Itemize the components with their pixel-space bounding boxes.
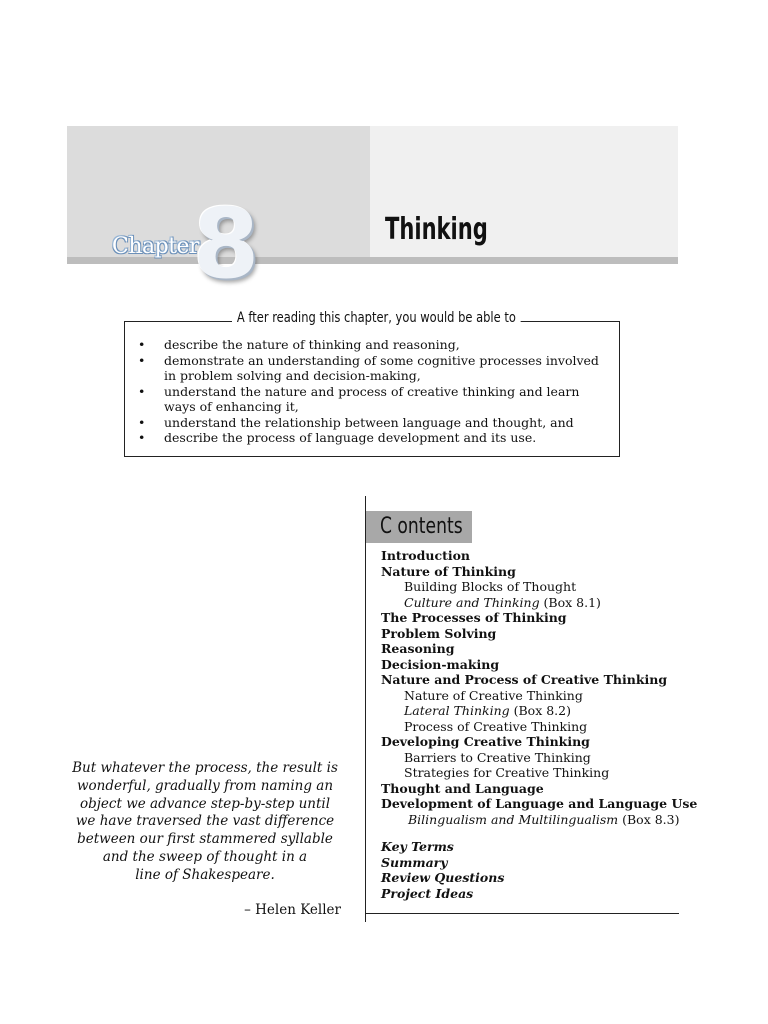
toc-end-item: Summary	[381, 854, 448, 870]
toc-subitem	[381, 812, 681, 828]
toc-subitem	[381, 595, 681, 611]
toc-item: Problem Solving	[381, 625, 497, 641]
toc-end-item: Key Terms	[381, 839, 454, 854]
quote-line: between our first stammered syllable	[77, 831, 333, 848]
objective-item: • understand the relationship between language and thought, and	[138, 415, 608, 431]
toc-subitem: Process of Creative Thinking	[404, 718, 588, 734]
quote-line: line of Shakespeare.	[135, 866, 275, 883]
chapter-title: Thinking	[385, 212, 488, 247]
quote-line: object we advance step-by-step until	[79, 795, 331, 812]
objective-item: • describe the process of language development and its use.	[138, 430, 608, 446]
toc-item: Introduction	[381, 548, 471, 563]
toc-box-ref: (Box 8.2)	[509, 703, 571, 718]
toc-item: Reasoning	[381, 641, 455, 656]
chapter-number: 8	[192, 188, 260, 300]
table-of-contents	[381, 548, 698, 901]
toc-item: Nature of Thinking	[381, 563, 516, 579]
objective-item: • describe the nature of thinking and reasoning,	[138, 337, 608, 353]
toc-item: Developing Creative Thinking	[381, 734, 590, 749]
toc-subitem: Building Blocks of Thought	[404, 579, 577, 594]
objective-item: • understand the nature and process of creative thinking and learn ways of enhancing it,	[138, 384, 608, 415]
quote-line: we have traversed the vast difference	[75, 813, 335, 830]
toc-box-ref: (Box 8.3)	[618, 811, 680, 827]
epigraph-quote	[60, 760, 350, 885]
toc-subitem: Strategies for Creative Thinking	[404, 765, 610, 780]
toc-subitem: Barriers to Creative Thinking	[404, 749, 591, 765]
quote-line: But whatever the process, the result is	[72, 760, 338, 776]
toc-subitem: Nature of Creative Thinking	[404, 687, 583, 703]
toc-box-title: Bilingualism and Multilingualism	[408, 811, 619, 827]
toc-item: The Processes of Thinking	[381, 610, 567, 625]
objectives-heading: A fter reading this chapter, you would be able to	[232, 310, 521, 326]
toc-item: Thought and Language	[381, 780, 544, 796]
toc-box-title: Culture and Thinking	[404, 594, 540, 610]
objective-item: • demonstrate an understanding of some cognitive processes involved in problem solving and decision-making,	[138, 353, 608, 384]
toc-spacer	[381, 827, 681, 839]
contents-divider-vertical	[365, 496, 366, 922]
toc-end-item: Review Questions	[381, 870, 505, 885]
quote-author: – Helen Keller	[244, 902, 341, 918]
toc-box-title: Lateral Thinking	[404, 703, 510, 718]
toc-box-ref: (Box 8.1)	[539, 594, 601, 610]
toc-item: Development of Language and Language Use	[381, 796, 698, 811]
toc-end-item: Project Ideas	[381, 885, 474, 901]
toc-item: Decision-making	[381, 656, 500, 672]
toc-subitem	[381, 703, 681, 719]
objectives-list	[138, 337, 608, 446]
quote-line: and the sweep of thought in a	[102, 848, 308, 865]
quote-line: wonderful, gradually from naming an	[76, 777, 334, 794]
toc-item: Nature and Process of Creative Thinking	[381, 672, 668, 687]
contents-divider-horizontal	[365, 913, 679, 914]
contents-heading: C ontents	[380, 514, 463, 539]
chapter-label: Chapter	[112, 234, 200, 259]
